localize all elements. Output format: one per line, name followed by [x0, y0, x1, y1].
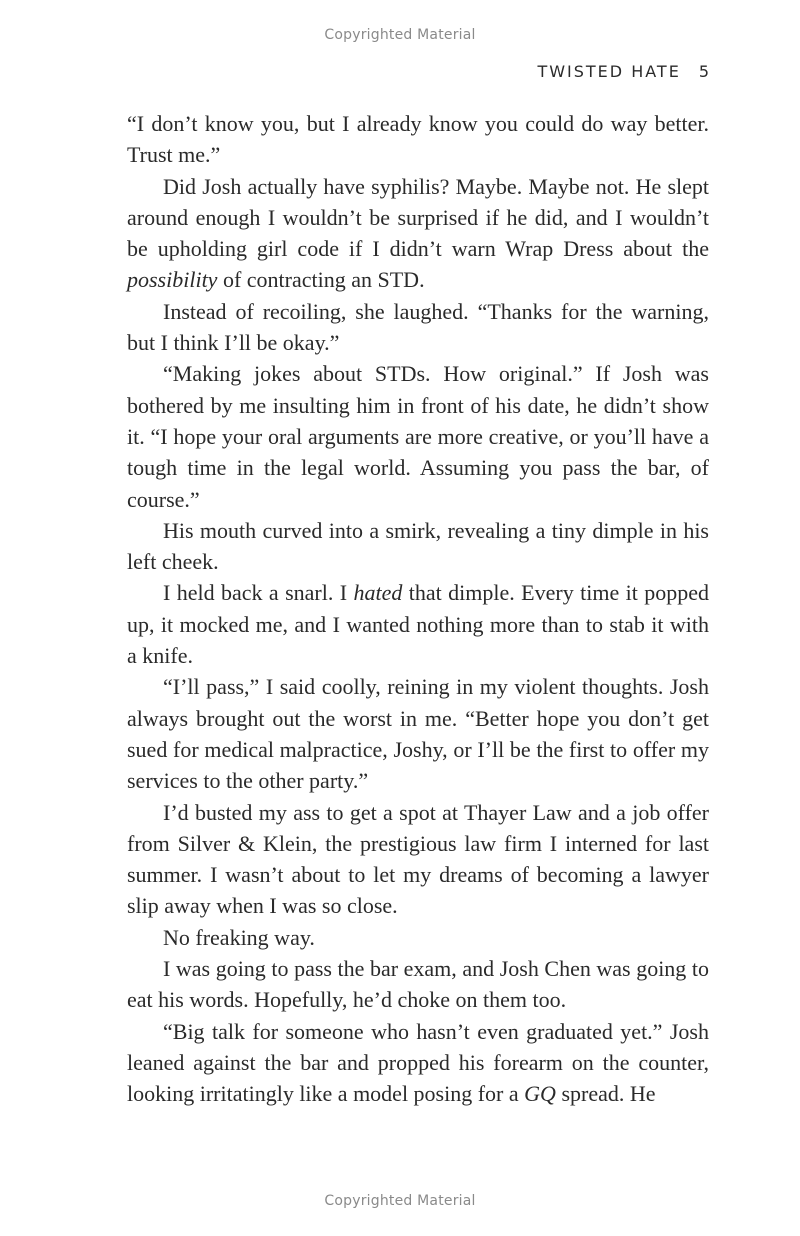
paragraph: [127, 171, 709, 296]
paragraph: [127, 671, 709, 796]
paragraph-text: I’d busted my ass to get a spot at Thayer Law and a job offer from Silver & Klein, the prestigious law firm I interned for last summer. I wasn’t about to let my dreams of becoming a lawyer slip away when I was so close.: [127, 799, 709, 919]
italic-emphasis: hated: [353, 580, 403, 606]
paragraph-text: Did Josh actually have syphilis? Maybe. Maybe not. He slept around enough I wouldn’t be surprised if he did, and I wouldn’t be upholding girl code if I didn’t warn Wrap Dress about the: [127, 173, 709, 262]
running-head: [537, 62, 709, 81]
body-text: [127, 108, 709, 1110]
paragraph-text: spread. He: [555, 1081, 656, 1107]
paragraph: [127, 797, 709, 922]
paragraph-text: “I don’t know you, but I already know you could do way better. Trust me.”: [127, 111, 709, 168]
copyright-watermark-bottom: Copyrighted Material: [324, 1193, 476, 1209]
paragraph: [127, 296, 709, 359]
page-number: 5: [698, 62, 709, 81]
paragraph: [127, 1016, 709, 1110]
paragraph-text: His mouth curved into a smirk, revealing a tiny dimple in his left cheek.: [127, 517, 709, 575]
paragraph: [127, 577, 709, 671]
paragraph-text: I was going to pass the bar exam, and Josh Chen was going to eat his words. Hopefully, he’d choke on them too.: [127, 956, 709, 1013]
paragraph-text: “Big talk for someone who hasn’t even graduated yet.” Josh leaned against the bar and propped his forearm on the counter, looking irritatingly like a model posing for a: [127, 1018, 709, 1107]
copyright-watermark-top: Copyrighted Material: [324, 27, 476, 43]
paragraph: [127, 953, 709, 1016]
book-title: TWISTED HATE: [537, 62, 681, 81]
paragraph: [127, 108, 709, 171]
paragraph: [127, 922, 709, 953]
paragraph-text: “Making jokes about STDs. How original.” If Josh was bothered by me insulting him in front of his date, he didn’t show it. “I hope your oral arguments are more creative, or you’ll have a tough time in the legal world. Assuming you pass the bar, of course.”: [127, 361, 709, 512]
italic-emphasis: possibility: [127, 267, 218, 293]
paragraph: [127, 515, 709, 578]
italic-emphasis: GQ: [524, 1081, 556, 1107]
paragraph-text: No freaking way.: [163, 924, 315, 950]
paragraph-text: of contracting an STD.: [217, 267, 425, 293]
paragraph-text: that dimple. Every time it popped up, it mocked me, and I wanted nothing more than to stab it with a knife.: [127, 580, 710, 669]
paragraph-text: Instead of recoiling, she laughed. “Thanks for the warning, but I think I’ll be okay.”: [127, 298, 709, 356]
paragraph-text: “I’ll pass,” I said coolly, reining in my violent thoughts. Josh always brought out the worst in me. “Better hope you don’t get sued for medical malpractice, Joshy, or I’ll be the first to offer my services to the other party.”: [127, 674, 709, 794]
paragraph: [127, 358, 709, 514]
paragraph-text: I held back a snarl. I: [163, 580, 354, 606]
